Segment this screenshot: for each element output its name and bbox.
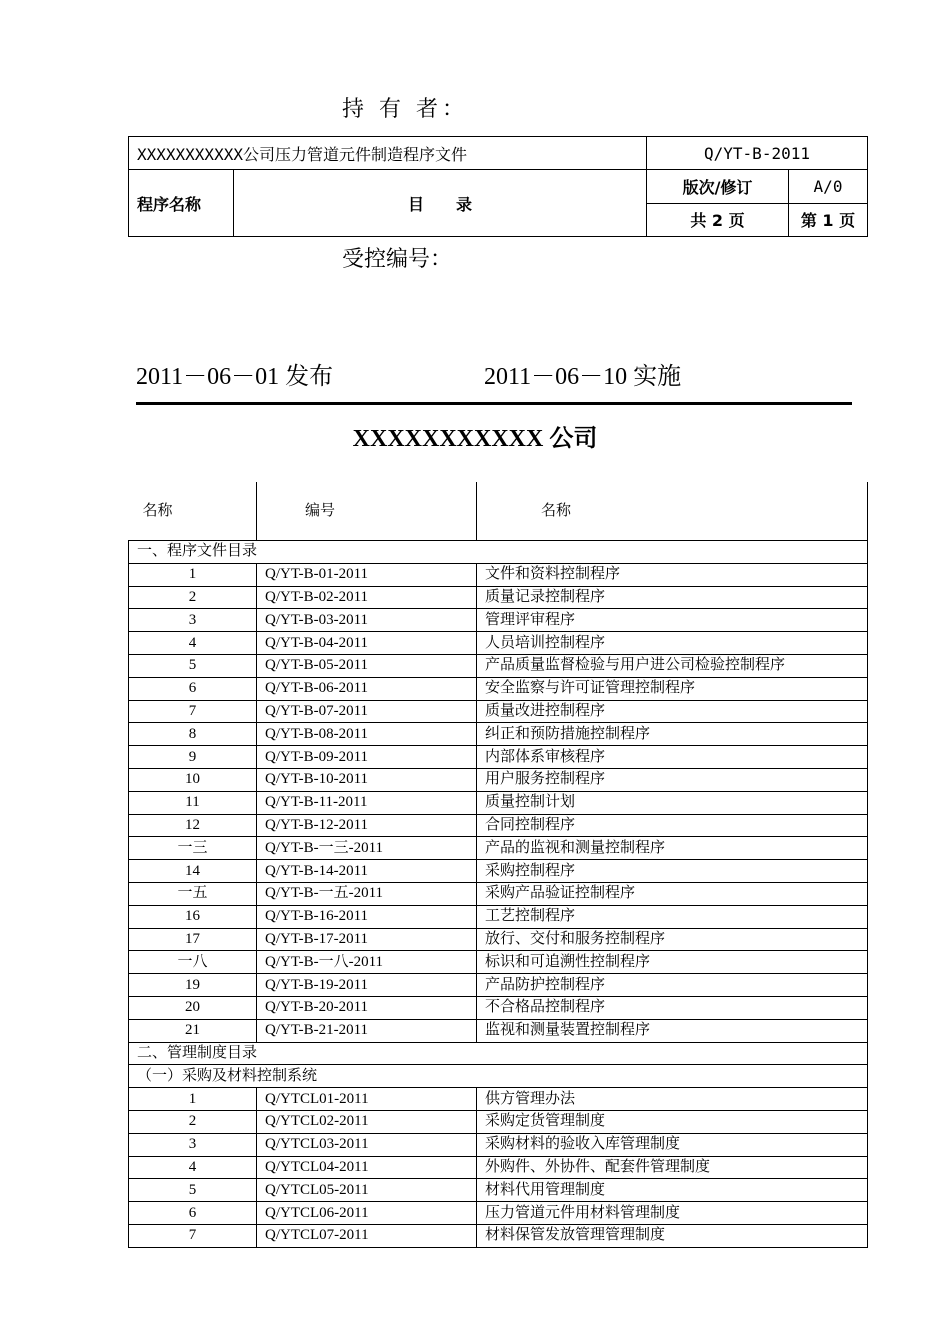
row-number: 16: [129, 905, 257, 928]
row-code: Q/YT-B-10-2011: [257, 768, 477, 791]
row-title: 监视和测量装置控制程序: [477, 1019, 868, 1042]
divider-rule: [136, 402, 852, 405]
table-row: [129, 1224, 868, 1247]
row-title: 用户服务控制程序: [477, 768, 868, 791]
row-number: 2: [129, 1110, 257, 1133]
table-row: [129, 1202, 868, 1225]
row-code: Q/YTCL07-2011: [257, 1224, 477, 1247]
row-title: 纠正和预防措施控制程序: [477, 723, 868, 746]
row-title: 采购控制程序: [477, 860, 868, 883]
row-number: 7: [129, 700, 257, 723]
row-title: 人员培训控制程序: [477, 632, 868, 655]
row-number: 一八: [129, 951, 257, 974]
row-title: 采购定货管理制度: [477, 1110, 868, 1133]
row-code: Q/YT-B-14-2011: [257, 860, 477, 883]
row-code: Q/YT-B-06-2011: [257, 677, 477, 700]
row-title: 产品质量监督检验与用户进公司检验控制程序: [477, 654, 868, 677]
table-row: [129, 882, 868, 905]
row-number: 20: [129, 996, 257, 1019]
row-number: 5: [129, 654, 257, 677]
row-title: 标识和可追溯性控制程序: [477, 951, 868, 974]
row-code: Q/YT-B-12-2011: [257, 814, 477, 837]
toc-header-row: [129, 482, 868, 541]
row-code: Q/YT-B-01-2011: [257, 563, 477, 586]
row-title: 材料代用管理制度: [477, 1179, 868, 1202]
table-row: [129, 996, 868, 1019]
table-row: [129, 928, 868, 951]
row-code: Q/YT-B-09-2011: [257, 746, 477, 769]
row-number: 4: [129, 632, 257, 655]
subsection-purchasing-materials-title: （一）采购及材料控制系统: [129, 1065, 868, 1088]
table-row: [129, 951, 868, 974]
row-code: Q/YT-B-02-2011: [257, 586, 477, 609]
row-number: 1: [129, 1088, 257, 1111]
row-number: 4: [129, 1156, 257, 1179]
section-management-rules: [129, 1042, 868, 1065]
row-code: Q/YTCL01-2011: [257, 1088, 477, 1111]
row-number: 21: [129, 1019, 257, 1042]
row-code: Q/YTCL02-2011: [257, 1110, 477, 1133]
row-number: 11: [129, 791, 257, 814]
table-row: [129, 632, 868, 655]
table-row: [129, 1110, 868, 1133]
version-value: A/0: [789, 170, 868, 204]
row-number: 1: [129, 563, 257, 586]
company-name: XXXXXXXXXXX 公司: [352, 426, 598, 452]
row-title: 工艺控制程序: [477, 905, 868, 928]
row-number: 17: [129, 928, 257, 951]
row-code: Q/YT-B-一五-2011: [257, 882, 477, 905]
issue-date: 2011－06－01 发布: [136, 364, 334, 390]
row-code: Q/YT-B-一三-2011: [257, 837, 477, 860]
row-title: 安全监察与许可证管理控制程序: [477, 677, 868, 700]
table-row: [129, 677, 868, 700]
subsection-purchasing-materials: [129, 1065, 868, 1088]
row-title: 管理评审程序: [477, 609, 868, 632]
row-code: Q/YTCL03-2011: [257, 1133, 477, 1156]
row-title: 质量改进控制程序: [477, 700, 868, 723]
row-number: 12: [129, 814, 257, 837]
section-program-docs-title: 一、程序文件目录: [129, 541, 868, 564]
table-row: [129, 860, 868, 883]
row-code: Q/YT-B-20-2011: [257, 996, 477, 1019]
row-code: Q/YT-B-03-2011: [257, 609, 477, 632]
table-row: [129, 1088, 868, 1111]
row-code: Q/YT-B-17-2011: [257, 928, 477, 951]
table-row: [129, 814, 868, 837]
table-row: [129, 974, 868, 997]
effective-date: 2011－06－10 实施: [484, 364, 682, 390]
row-code: Q/YTCL06-2011: [257, 1202, 477, 1225]
table-row: [129, 563, 868, 586]
table-row: [129, 768, 868, 791]
row-title: 放行、交付和服务控制程序: [477, 928, 868, 951]
row-code: Q/YT-B-05-2011: [257, 654, 477, 677]
row-code: Q/YT-B-11-2011: [257, 791, 477, 814]
row-code: Q/YTCL05-2011: [257, 1179, 477, 1202]
row-code: Q/YT-B-08-2011: [257, 723, 477, 746]
table-row: [129, 791, 868, 814]
doc-title: XXXXXXXXXXX公司压力管道元件制造程序文件: [129, 137, 647, 170]
table-row: [129, 746, 868, 769]
row-code: Q/YT-B-04-2011: [257, 632, 477, 655]
row-title: 不合格品控制程序: [477, 996, 868, 1019]
row-number: 2: [129, 586, 257, 609]
table-row: [129, 700, 868, 723]
row-number: 9: [129, 746, 257, 769]
row-code: Q/YT-B-19-2011: [257, 974, 477, 997]
table-row: [129, 837, 868, 860]
row-number: 10: [129, 768, 257, 791]
row-number: 3: [129, 609, 257, 632]
total-pages: 共 2 页: [647, 203, 789, 237]
toc-header-name: 名称: [129, 482, 257, 541]
toc-header-title: 名称: [477, 482, 868, 541]
row-code: Q/YT-B-07-2011: [257, 700, 477, 723]
row-number: 7: [129, 1224, 257, 1247]
row-number: 19: [129, 974, 257, 997]
toc-table: [128, 482, 868, 1248]
doc-code: Q/YT-B-2011: [647, 137, 868, 170]
version-label: 版次/修订: [647, 170, 789, 204]
table-row: [129, 1019, 868, 1042]
row-title: 采购产品验证控制程序: [477, 882, 868, 905]
row-title: 内部体系审核程序: [477, 746, 868, 769]
control-number-label: 受控编号：: [342, 247, 453, 272]
table-row: [129, 1156, 868, 1179]
table-row: [129, 654, 868, 677]
holder-label: 持 有 者：: [342, 97, 468, 122]
row-number: 一五: [129, 882, 257, 905]
row-number: 一三: [129, 837, 257, 860]
row-title: 质量控制计划: [477, 791, 868, 814]
row-title: 产品的监视和测量控制程序: [477, 837, 868, 860]
row-title: 供方管理办法: [477, 1088, 868, 1111]
row-title: 质量记录控制程序: [477, 586, 868, 609]
row-title: 采购材料的验收入库管理制度: [477, 1133, 868, 1156]
row-number: 6: [129, 1202, 257, 1225]
row-number: 6: [129, 677, 257, 700]
program-name-label: 程序名称: [129, 170, 234, 237]
row-title: 产品防护控制程序: [477, 974, 868, 997]
section-program-docs: [129, 541, 868, 564]
row-code: Q/YTCL04-2011: [257, 1156, 477, 1179]
row-number: 5: [129, 1179, 257, 1202]
row-number: 14: [129, 860, 257, 883]
document-header-table: [128, 136, 868, 237]
table-row: [129, 723, 868, 746]
table-row: [129, 586, 868, 609]
row-number: 8: [129, 723, 257, 746]
program-name-value: 目 录: [234, 170, 647, 237]
row-title: 外购件、外协件、配套件管理制度: [477, 1156, 868, 1179]
row-title: 压力管道元件用材料管理制度: [477, 1202, 868, 1225]
row-title: 文件和资料控制程序: [477, 563, 868, 586]
row-number: 3: [129, 1133, 257, 1156]
row-title: 材料保管发放管理管理制度: [477, 1224, 868, 1247]
table-row: [129, 609, 868, 632]
toc-header-code: 编号: [257, 482, 477, 541]
row-code: Q/YT-B-16-2011: [257, 905, 477, 928]
page-number: 第 1 页: [789, 203, 868, 237]
table-row: [129, 1133, 868, 1156]
row-code: Q/YT-B-一八-2011: [257, 951, 477, 974]
table-row: [129, 905, 868, 928]
section-management-rules-title: 二、管理制度目录: [129, 1042, 868, 1065]
table-row: [129, 1179, 868, 1202]
row-title: 合同控制程序: [477, 814, 868, 837]
row-code: Q/YT-B-21-2011: [257, 1019, 477, 1042]
